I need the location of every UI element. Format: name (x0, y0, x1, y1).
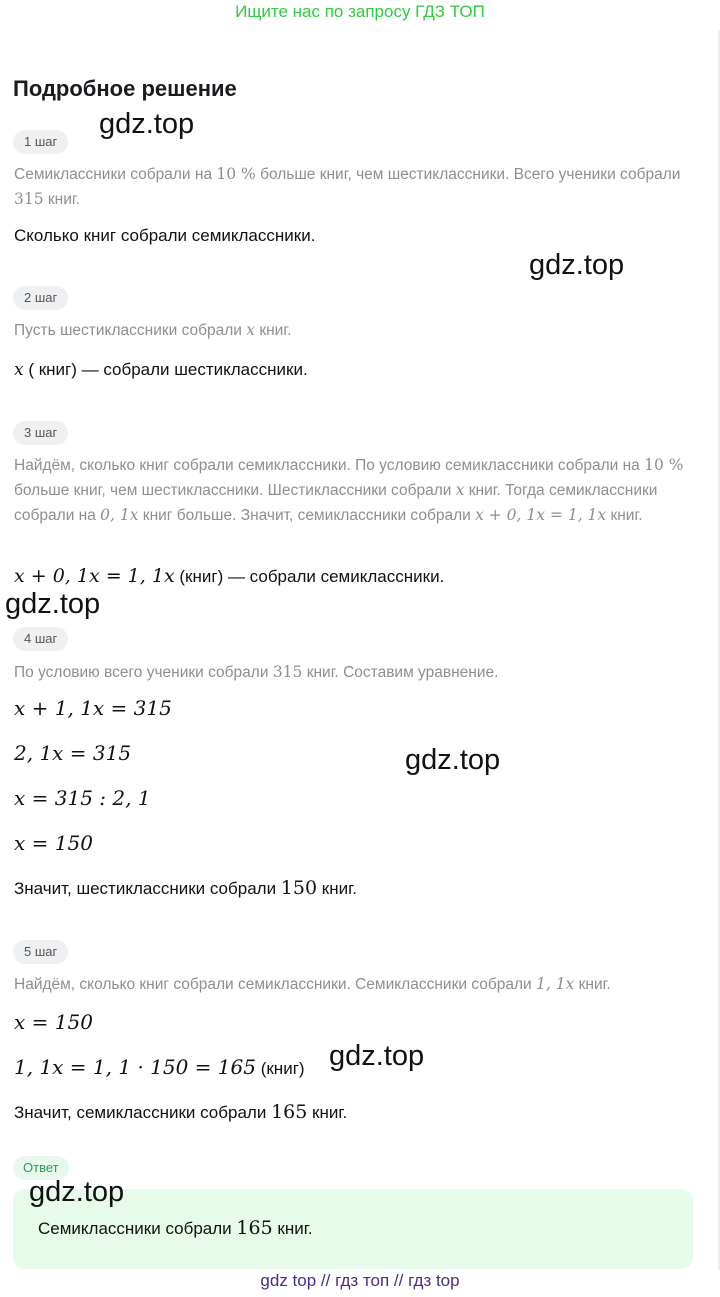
step-4-note: По условию всего ученики собрали 315 книг. Составим уравнение. (14, 663, 499, 681)
step-3-badge: 3 шаг (13, 421, 68, 445)
step-2-note: Пусть шестиклассники собрали x книг. (14, 321, 292, 339)
step-5-equation-2: 1, 1x = 1, 1 · 150 = 165 (книг) (14, 1055, 305, 1079)
search-banner: Ищите нас по запросу ГДЗ ТОП (235, 2, 485, 21)
answer-text: Семиклассники собрали 165 книг. (38, 1217, 313, 1239)
step-5-equation-1: x = 150 (14, 1010, 93, 1034)
step-2-badge: 2 шаг (13, 286, 68, 310)
step-5-badge: 5 шаг (13, 940, 68, 964)
step-4-equation-4: x = 150 (14, 831, 93, 855)
step-3-result: x + 0, 1x = 1, 1x (книг) — собрали семиклассники. (14, 565, 445, 587)
watermark: gdz.top (29, 1176, 125, 1208)
step-5-conclusion: Значит, семиклассники собрали 165 книг. (14, 1101, 348, 1123)
step-1-question: Сколько книг собрали семиклассники. (14, 226, 316, 245)
watermark: gdz.top (529, 249, 625, 281)
watermark: gdz.top (99, 108, 195, 140)
watermark: gdz.top (329, 1040, 425, 1072)
page-title: Подробное решение (13, 76, 237, 101)
watermark: gdz.top (405, 744, 501, 776)
step-4-equation-3: x = 315 : 2, 1 (14, 786, 151, 810)
step-2-definition: x ( книг) — собрали шестиклассники. (14, 360, 308, 380)
step-4-conclusion: Значит, шестиклассники собрали 150 книг. (14, 877, 357, 899)
step-1-badge: 1 шаг (13, 130, 68, 154)
step-3-note: Найдём, сколько книг собрали семиклассники. По условию семиклассники собрали на 10 % больше книг, чем шестиклассники. Шестиклассники собрали x книг. Тогда семиклассники собрали на 0, 1x книг больше. Значит, семиклассники собрали x + 0, 1x = 1, 1x книг. (14, 456, 684, 524)
step-1-note: Семиклассники собрали на 10 % больше книг, чем шестиклассники. Всего ученики собрали 315 книг. (14, 165, 681, 208)
watermark: gdz.top (5, 588, 101, 620)
step-4-badge: 4 шаг (13, 627, 68, 651)
step-5-note: Найдём, сколько книг собрали семиклассники. Семиклассники собрали 1, 1x книг. (14, 975, 611, 993)
step-4-equation-2: 2, 1x = 315 (14, 741, 132, 765)
answer-badge: Ответ (13, 1156, 69, 1180)
step-4-equation-1: x + 1, 1x = 315 (14, 696, 172, 720)
footer-links[interactable]: gdz top // гдз топ // гдз top (260, 1271, 460, 1290)
